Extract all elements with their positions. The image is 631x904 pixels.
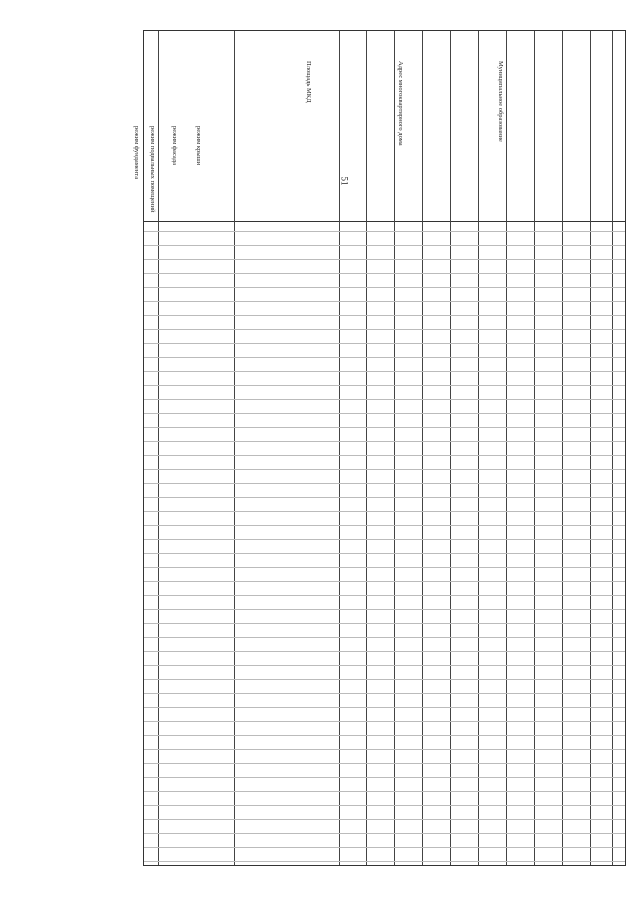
row-rule bbox=[144, 749, 625, 750]
row-rule bbox=[144, 469, 625, 470]
row-rule bbox=[144, 511, 625, 512]
row-rule bbox=[144, 763, 625, 764]
row-rule bbox=[144, 539, 625, 540]
column-rule bbox=[366, 31, 367, 865]
page-number: 51 bbox=[339, 176, 350, 186]
row-rule bbox=[144, 665, 625, 666]
column-rule bbox=[394, 31, 395, 865]
column-rule bbox=[234, 31, 235, 865]
row-rule bbox=[144, 231, 625, 232]
row-rule bbox=[144, 651, 625, 652]
row-rule bbox=[144, 385, 625, 386]
table-header bbox=[133, 31, 625, 222]
row-rule bbox=[144, 609, 625, 610]
row-rule bbox=[144, 455, 625, 456]
row-rule bbox=[144, 329, 625, 330]
header-basement: режим подвальных помещений bbox=[149, 126, 156, 213]
row-rule bbox=[144, 371, 625, 372]
row-rule bbox=[144, 259, 625, 260]
row-rule bbox=[144, 679, 625, 680]
row-rule bbox=[144, 357, 625, 358]
row-rule bbox=[144, 777, 625, 778]
header-facade: режим фасада bbox=[171, 126, 178, 165]
row-rule bbox=[144, 413, 625, 414]
row-rule bbox=[144, 441, 625, 442]
row-rule bbox=[144, 497, 625, 498]
row-rule bbox=[144, 525, 625, 526]
column-rule bbox=[339, 31, 340, 865]
column-rule bbox=[590, 31, 591, 865]
column-rule bbox=[612, 31, 613, 865]
row-rule bbox=[144, 721, 625, 722]
row-rule bbox=[144, 399, 625, 400]
row-rule bbox=[144, 833, 625, 834]
row-rule bbox=[144, 273, 625, 274]
row-rule bbox=[144, 315, 625, 316]
header-municipality: Муниципальное образование bbox=[497, 61, 504, 142]
header-area: Площадь МКД bbox=[305, 61, 312, 103]
repair-schedule-table bbox=[133, 30, 626, 866]
column-rule bbox=[506, 31, 507, 865]
row-rule bbox=[144, 847, 625, 848]
row-rule bbox=[144, 805, 625, 806]
row-rule bbox=[144, 595, 625, 596]
row-rule bbox=[144, 483, 625, 484]
row-rule bbox=[144, 343, 625, 344]
row-rule bbox=[144, 707, 625, 708]
column-rule bbox=[450, 31, 451, 865]
column-rule bbox=[534, 31, 535, 865]
row-rule bbox=[144, 427, 625, 428]
header-foundation: режим фундамента bbox=[133, 126, 140, 180]
row-rule bbox=[144, 861, 625, 862]
column-rule bbox=[158, 31, 159, 865]
column-rule bbox=[562, 31, 563, 865]
row-rule bbox=[144, 819, 625, 820]
row-rule bbox=[144, 567, 625, 568]
column-rule bbox=[478, 31, 479, 865]
row-rule bbox=[144, 693, 625, 694]
row-rule bbox=[144, 581, 625, 582]
row-rule bbox=[144, 553, 625, 554]
row-rule bbox=[144, 245, 625, 246]
row-rule bbox=[144, 301, 625, 302]
row-rule bbox=[144, 735, 625, 736]
row-rule bbox=[144, 623, 625, 624]
row-rule bbox=[144, 637, 625, 638]
header-roof: режим крыши bbox=[195, 126, 202, 166]
row-rule bbox=[144, 791, 625, 792]
row-rule bbox=[144, 287, 625, 288]
header-address: Адрес многоквартирного дома bbox=[397, 61, 404, 146]
column-rule bbox=[422, 31, 423, 865]
